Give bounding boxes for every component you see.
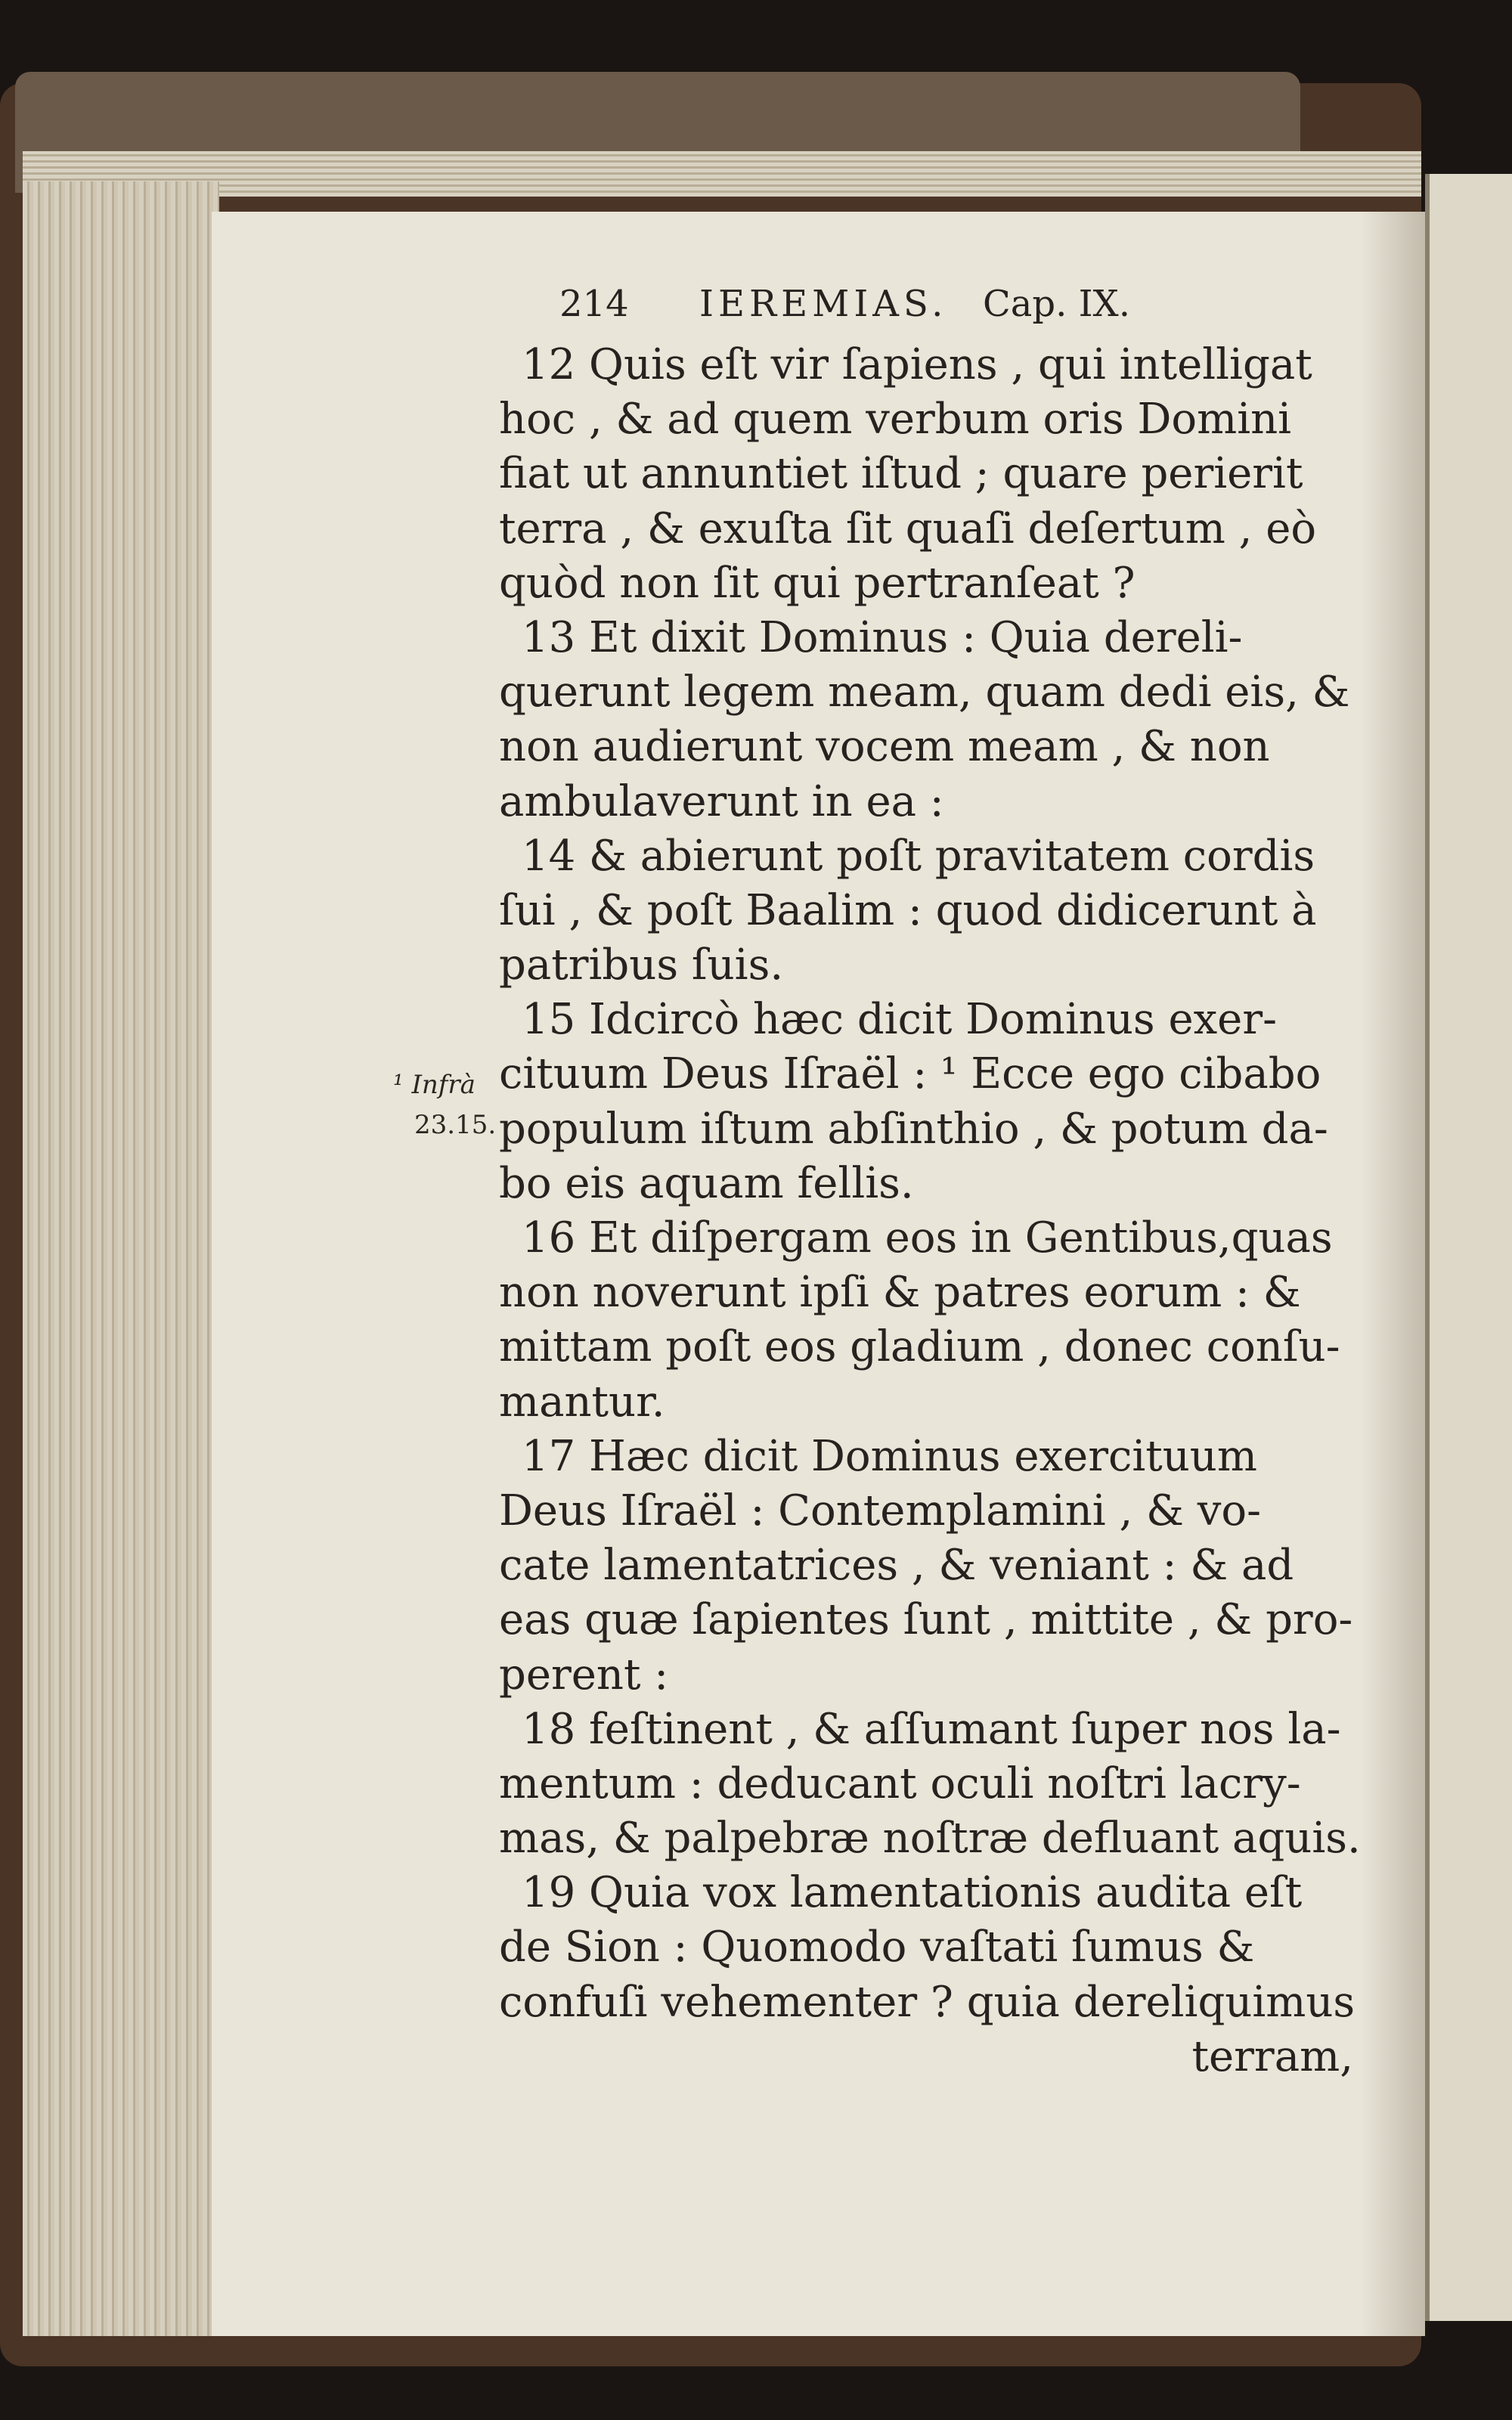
chapter-label: Cap. IX. [983, 283, 1130, 325]
page-number: 214 [559, 283, 629, 325]
text-line: terra , & exuſta ſit quaſi deſertum , eò [499, 504, 1317, 553]
page-edges-left [23, 181, 219, 2336]
text-line: Deus Iſraël : Contemplamini , & vo- [499, 1486, 1261, 1535]
text-line: 18 feſtinent , & aſſumant ſuper nos la- [522, 1704, 1341, 1754]
text-line: populum iſtum abſinthio , & potum da- [499, 1104, 1328, 1154]
text-line: 12 Quis eſt vir ſapiens , qui intelligat [522, 340, 1312, 389]
page-edges-top [23, 151, 1421, 197]
text-line: patribus ſuis. [499, 940, 784, 990]
facing-page [1425, 174, 1512, 2321]
text-line: confuſi vehementer ? quia dereliquimus [499, 1977, 1356, 2027]
margin-note-marker: ¹ [393, 1070, 404, 1100]
text-line: de Sion : Quomodo vaſtati ſumus & [499, 1923, 1255, 1972]
text-line: mantur. [499, 1377, 665, 1427]
text-line: mittam poſt eos gladium , donec conſu- [499, 1322, 1340, 1372]
text-line: perent : [499, 1650, 669, 1700]
margin-note [393, 1070, 476, 1100]
margin-note-reference: 23.15. [414, 1110, 497, 1140]
text-line: 19 Quia vox lamentationis audita eſt [522, 1868, 1303, 1918]
text-line: bo eis aquam fellis. [499, 1158, 914, 1208]
text-line: 13 Et dixit Dominus : Quia dereli- [522, 612, 1243, 662]
text-block [499, 281, 1361, 2084]
gutter-shadow [1361, 212, 1425, 2336]
text-line: 17 Hæc dicit Dominus exercituum [522, 1431, 1257, 1481]
text-line: ſui , & poſt Baalim : quod didicerunt à [499, 885, 1317, 935]
text-line: 16 Et diſpergam eos in Gentibus,quas [522, 1213, 1333, 1263]
text-line: mentum : deducant oculi noſtri lacry- [499, 1758, 1301, 1808]
text-line: quòd non ſit qui pertranſeat ? [499, 558, 1136, 608]
text-line: mas, & palpebræ noſtræ defluant aquis. [499, 1814, 1361, 1864]
text-line: 15 Idcircò hæc dicit Dominus exer- [522, 995, 1278, 1045]
text-line: ambulaverunt in ea : [499, 776, 944, 826]
running-header [499, 281, 1353, 338]
text-line: non audierunt vocem meam , & non [499, 722, 1270, 772]
verse-lines [499, 338, 1361, 2030]
catchword: terram, [1191, 2031, 1353, 2081]
text-line: non noverunt ipſi & patres eorum : & [499, 1268, 1301, 1318]
margin-note-text: Infrà [411, 1070, 476, 1100]
text-line: cituum Deus Iſraël : ¹ Ecce ego cibabo [499, 1049, 1321, 1099]
text-line: cate lamentatrices , & veniant : & ad [499, 1541, 1294, 1591]
text-line: fiat ut annuntiet iſtud ; quare perierit [499, 449, 1303, 499]
text-line: hoc , & ad quem verbum oris Domini [499, 395, 1292, 445]
text-line: querunt legem meam, quam dedi eis, & [499, 668, 1350, 717]
text-line: eas quæ ſapientes ſunt , mittite , & pro- [499, 1595, 1353, 1645]
text-line: 14 & abierunt poſt pravitatem cordis [522, 831, 1315, 881]
running-title: IEREMIAS. [699, 283, 948, 325]
